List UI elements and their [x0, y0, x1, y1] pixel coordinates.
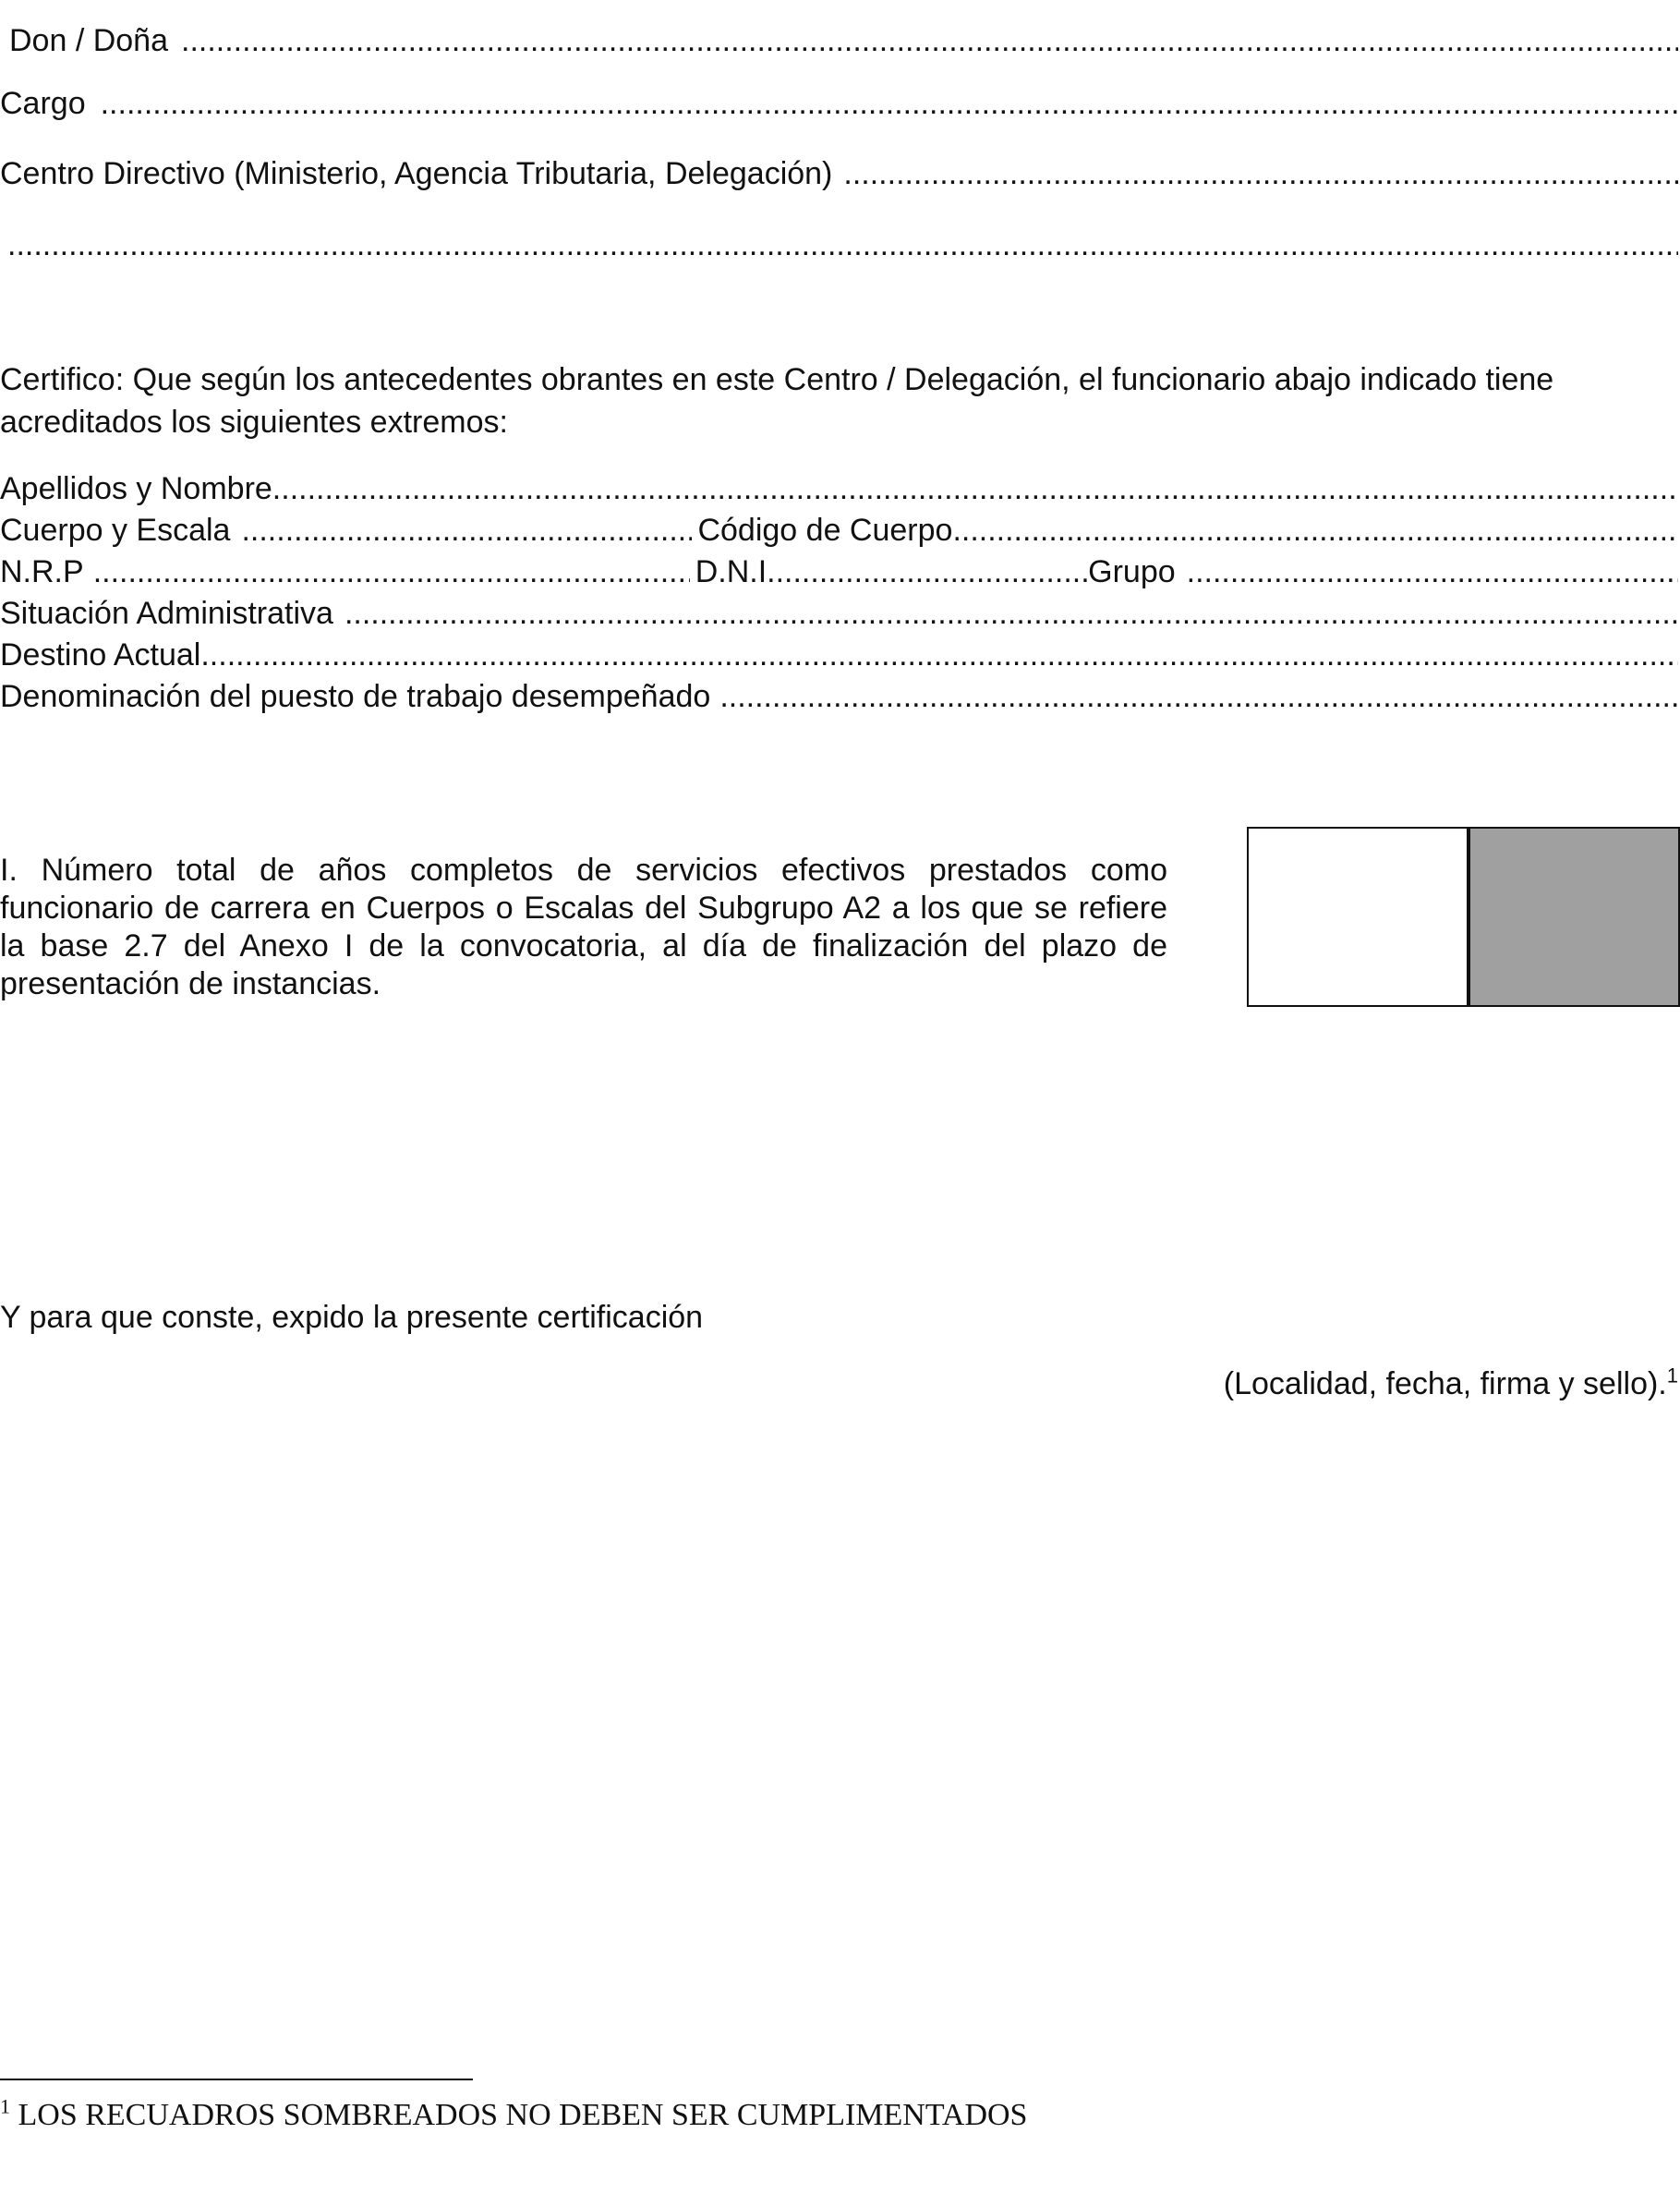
certifico-paragraph: Certifico: Que según los antecedentes obrantes en este Centro / Delegación, el funcionario abajo indicado tiene acreditados los siguientes extremos:	[0, 362, 1554, 440]
cuerpo-escala-fill-line[interactable]	[241, 512, 692, 549]
nrp-label: N.R.P	[0, 554, 84, 589]
denominacion-puesto-fill-line[interactable]	[719, 678, 1678, 715]
don-dona-label: Don / Doña	[9, 23, 168, 58]
denominacion-puesto-label: Denominación del puesto de trabajo desempeñado	[0, 679, 711, 714]
don-dona-fill-line[interactable]	[181, 22, 1678, 59]
cargo-fill-line[interactable]	[101, 85, 1678, 122]
cargo-field[interactable]	[0, 85, 1678, 122]
signature-footnote-mark: 1	[1666, 1364, 1678, 1388]
apellidos-nombre-field[interactable]	[0, 470, 1678, 507]
dni-fill-line[interactable]	[767, 553, 1088, 590]
footnote-mark: 1	[0, 2094, 10, 2118]
section-i-paragraph: I. Número total de años completos de servicios efectivos prestados como funcionario de carrera en Cuerpos o Escalas del Subgrupo A2 a los que se refiere la base 2.7 del Anexo I de la convocatoria, al día de finalización del plazo de presentación de instancias.	[0, 853, 1167, 1001]
destino-actual-label: Destino Actual	[0, 637, 201, 673]
footnote-divider	[0, 2079, 473, 2080]
codigo-cuerpo-fill-line[interactable]	[952, 512, 1678, 549]
codigo-cuerpo-label: Código de Cuerpo	[697, 513, 953, 548]
years-input-box[interactable]	[1247, 827, 1468, 1007]
shaded-box	[1467, 827, 1680, 1007]
footnote-text: LOS RECUADROS SOMBREADOS NO DEBEN SER CUMPLIMENTADOS	[18, 2098, 1028, 2132]
cuerpo-escala-row	[0, 512, 1678, 549]
situacion-administrativa-fill-line[interactable]	[344, 595, 1678, 632]
centro-directivo-label: Centro Directivo (Ministerio, Agencia Tributaria, Delegación)	[0, 156, 833, 191]
destino-actual-field[interactable]	[0, 636, 1678, 673]
grupo-label: Grupo	[1088, 554, 1176, 589]
cuerpo-escala-label: Cuerpo y Escala	[0, 513, 231, 548]
dni-label: D.N.I	[695, 554, 767, 589]
situacion-administrativa-label: Situación Administrativa	[0, 596, 333, 631]
cargo-label: Cargo	[0, 86, 86, 121]
centro-directivo-fill-line[interactable]	[843, 155, 1678, 192]
grupo-fill-line[interactable]	[1187, 553, 1678, 590]
don-dona-field[interactable]	[0, 22, 1678, 59]
denominacion-puesto-field[interactable]	[0, 678, 1678, 715]
centro-directivo-continuation[interactable]	[0, 226, 1678, 263]
signature-line-text: (Localidad, fecha, firma y sello).	[1223, 1366, 1667, 1401]
situacion-administrativa-field[interactable]	[0, 595, 1678, 632]
closing-text: Y para que conste, expido la presente certificación	[0, 1300, 704, 1335]
nrp-dni-grupo-row	[0, 553, 1678, 590]
signature-line	[1224, 1363, 1678, 1405]
centro-directivo-field[interactable]	[0, 155, 1678, 192]
footnote	[0, 2094, 1028, 2134]
nrp-fill-line[interactable]	[93, 553, 690, 590]
destino-actual-fill-line[interactable]	[200, 636, 1678, 673]
centro-directivo-fill-line-2[interactable]	[7, 226, 1678, 263]
apellidos-nombre-label: Apellidos y Nombre	[0, 471, 272, 506]
apellidos-nombre-fill-line[interactable]	[272, 470, 1678, 507]
